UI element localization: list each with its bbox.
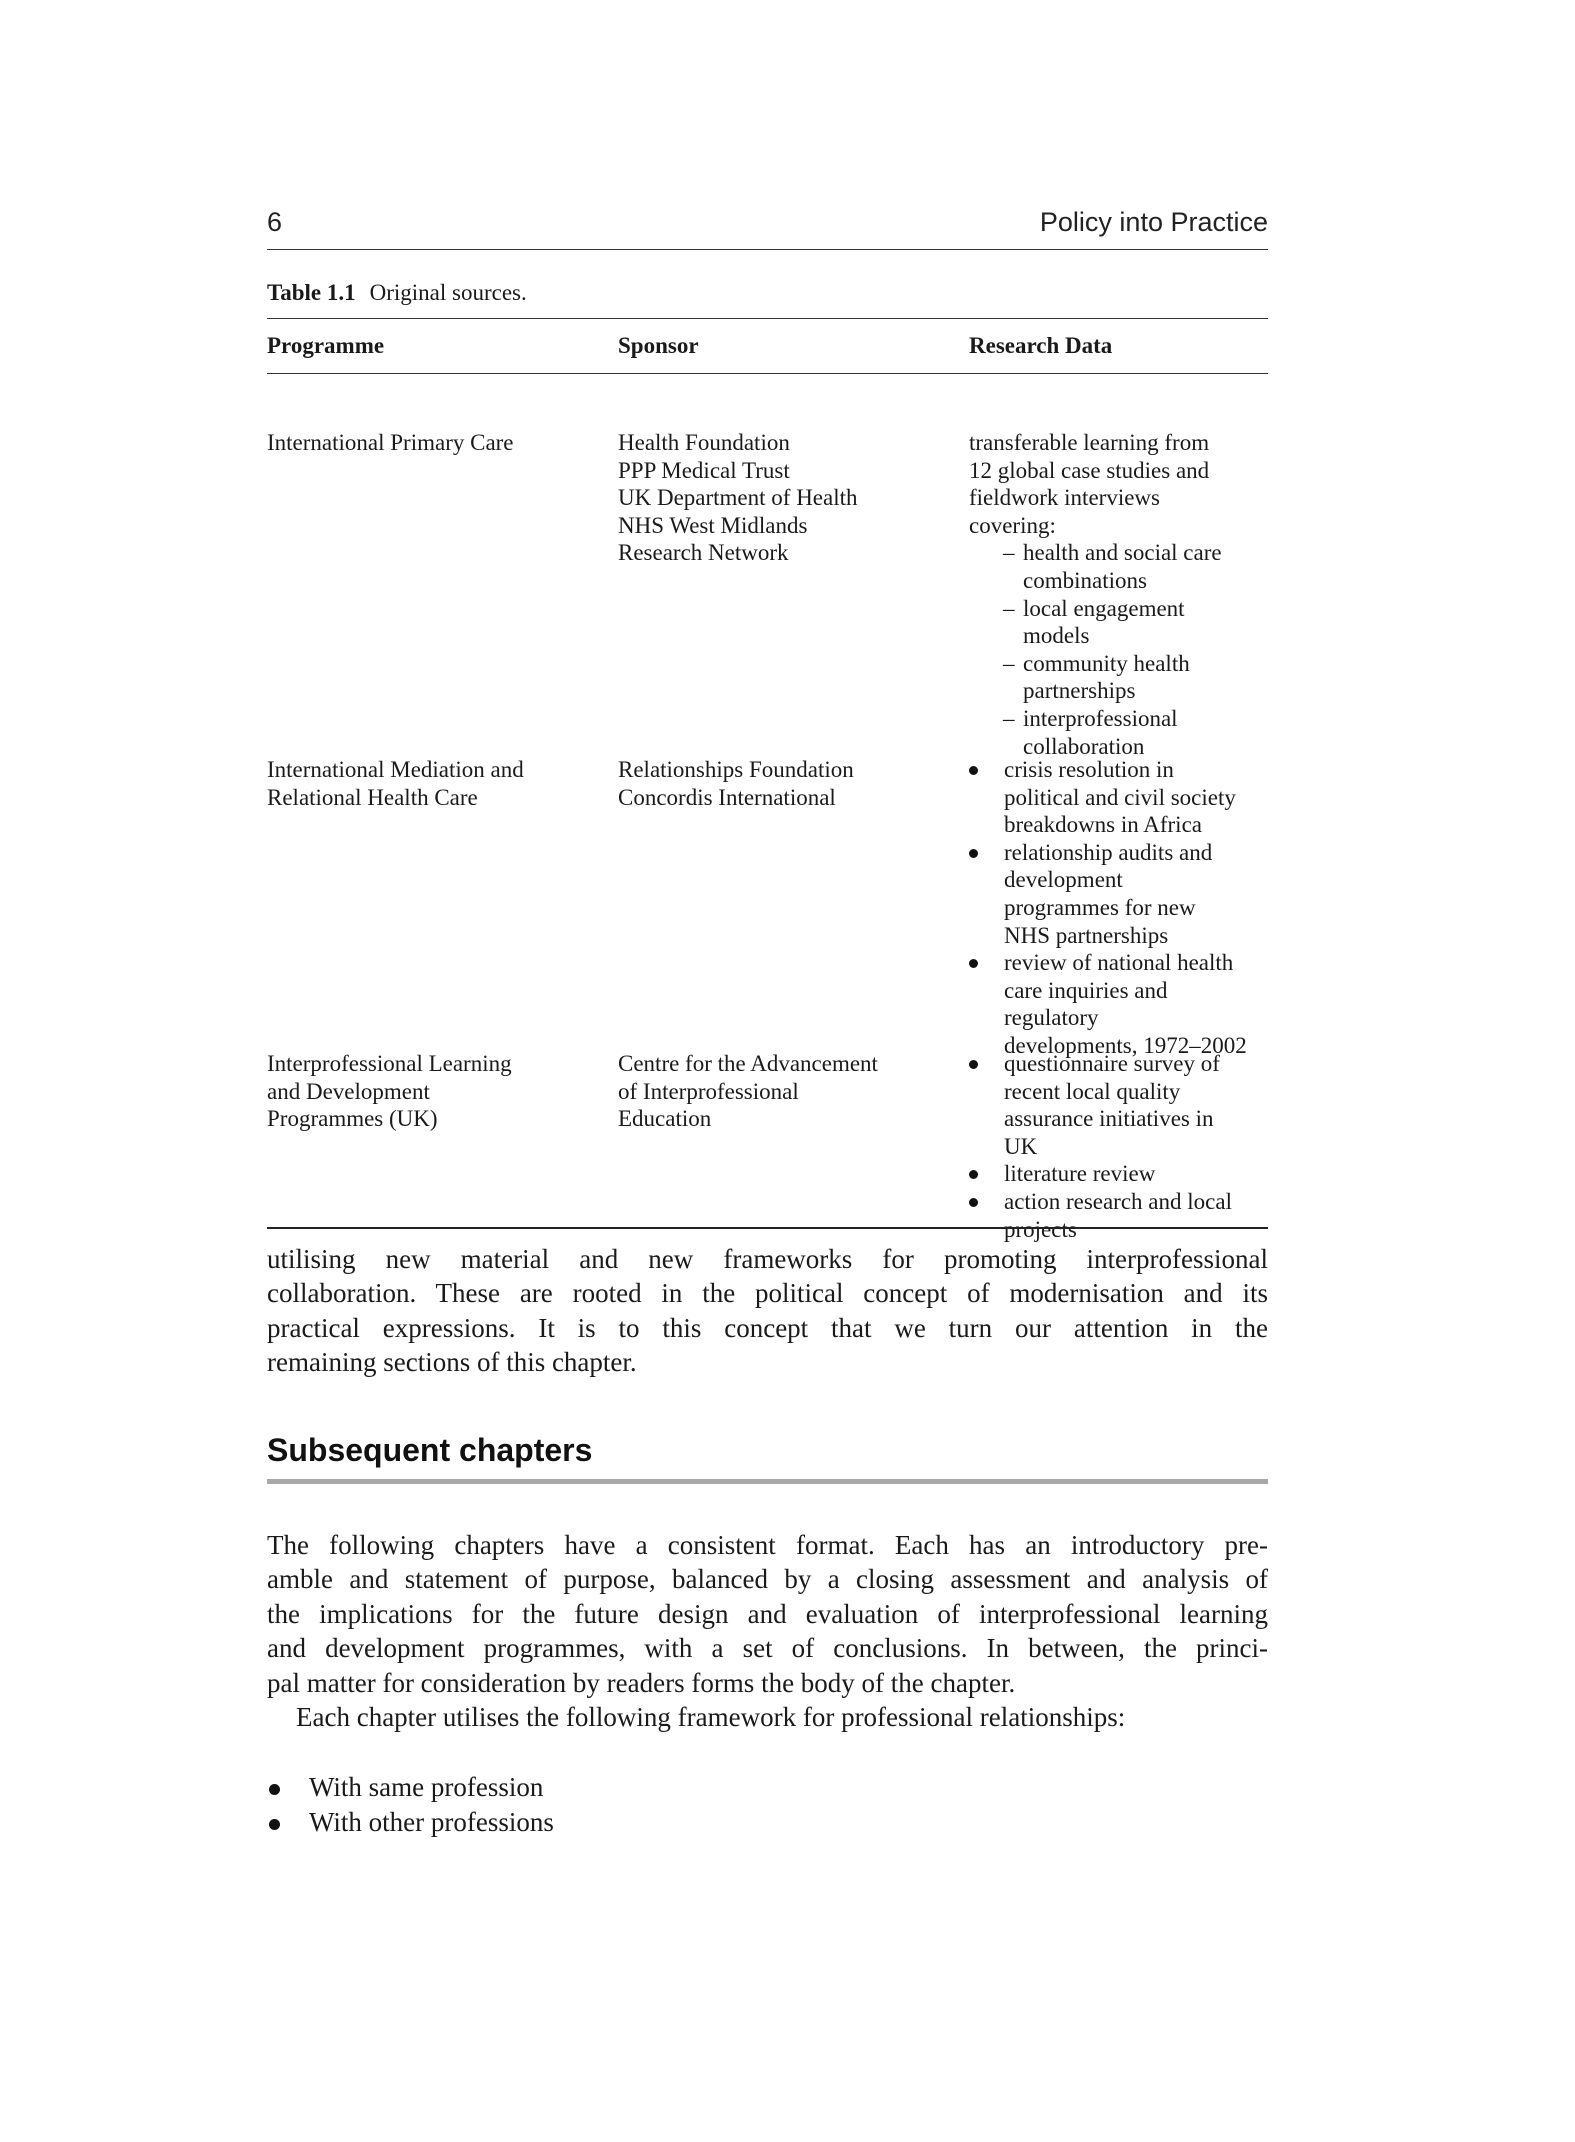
cell-research-data bbox=[969, 429, 1268, 760]
table-header-row bbox=[267, 318, 1268, 374]
page-number: 6 bbox=[267, 207, 283, 237]
text-line: political and civil society bbox=[1004, 784, 1236, 810]
cell-sponsor bbox=[618, 429, 948, 567]
text-line: Centre for the Advancement bbox=[618, 1051, 878, 1076]
bullet-list-item bbox=[969, 839, 1268, 949]
cell-research-data bbox=[969, 1050, 1268, 1243]
table-caption-text: Original sources. bbox=[369, 280, 527, 305]
text-line: programmes for new bbox=[1004, 894, 1196, 920]
sources-table bbox=[267, 318, 1268, 1242]
text-line: relationship audits and bbox=[1004, 839, 1213, 865]
paragraph-line: remaining sections of this chapter. bbox=[267, 1347, 637, 1378]
bullet-icon bbox=[969, 1170, 978, 1179]
text-line: models bbox=[1023, 623, 1090, 649]
text-line: International Mediation and bbox=[267, 757, 524, 782]
text-line: development bbox=[1004, 867, 1123, 893]
list-item bbox=[267, 1805, 554, 1840]
text-line: Health Foundation bbox=[618, 430, 790, 455]
bullet-list-item bbox=[969, 949, 1268, 1059]
dash-marker: – bbox=[1003, 650, 1015, 676]
section-heading: Subsequent chapters bbox=[267, 1432, 593, 1468]
text-line: crisis resolution in bbox=[1004, 757, 1174, 782]
dash-marker: – bbox=[1003, 595, 1015, 621]
text-line: Relational Health Care bbox=[267, 784, 478, 810]
list-item-text: With other professions bbox=[309, 1807, 554, 1837]
bullet-list-item bbox=[969, 1160, 1268, 1188]
paragraph-line: The following chapters have a consistent format. Each has an introductory pre- bbox=[267, 1530, 1268, 1560]
text-line: community health bbox=[1023, 650, 1190, 676]
text-line: care inquiries and bbox=[1004, 977, 1168, 1003]
paragraph-line: collaboration. These are rooted in the political concept of modernisation and its bbox=[267, 1278, 1268, 1309]
text-line: UK bbox=[1004, 1133, 1038, 1159]
text-line: Interprofessional Learning bbox=[267, 1051, 512, 1076]
bullet-icon bbox=[269, 1819, 280, 1830]
dash-list-item bbox=[969, 650, 1268, 705]
cell-sponsor bbox=[618, 756, 948, 811]
paragraph-line: utilising new material and new frameworks for promoting interprofessional bbox=[267, 1244, 1268, 1274]
table-label: Table 1.1 bbox=[267, 280, 356, 305]
cell-sponsor bbox=[618, 1050, 948, 1133]
text-line: developments, 1972–2002 bbox=[1004, 1032, 1247, 1058]
text-line: questionnaire survey of bbox=[1004, 1051, 1220, 1076]
text-line: recent local quality bbox=[1004, 1078, 1181, 1104]
cell-research-data bbox=[969, 756, 1268, 1060]
text-line: health and social care bbox=[1023, 540, 1222, 566]
text-line: 12 global case studies and bbox=[969, 457, 1210, 483]
text-line: projects bbox=[1004, 1216, 1077, 1242]
text-line: partnerships bbox=[1023, 678, 1136, 704]
text-line: UK Department of Health bbox=[618, 485, 858, 511]
text-line: regulatory bbox=[1004, 1005, 1099, 1031]
text-line: International Primary Care bbox=[267, 430, 514, 455]
paragraph-line: amble and statement of purpose, balanced by a closing assessment and analysis of bbox=[267, 1564, 1268, 1595]
bullet-icon bbox=[969, 849, 978, 858]
text-line: NHS West Midlands bbox=[618, 512, 808, 538]
body-paragraph-3: Each chapter utilises the following framework for professional relationships: bbox=[296, 1702, 1126, 1732]
text-line: breakdowns in Africa bbox=[1004, 812, 1202, 838]
text-line: combinations bbox=[1023, 567, 1147, 593]
list-item bbox=[267, 1770, 554, 1805]
bullet-list-item bbox=[969, 756, 1268, 839]
text-line: Education bbox=[618, 1106, 712, 1132]
bullet-icon bbox=[969, 1060, 978, 1069]
text-line: Research Network bbox=[618, 540, 789, 566]
text-line: transferable learning from bbox=[969, 430, 1210, 455]
dash-list-item bbox=[969, 705, 1268, 760]
table-bottom-rule bbox=[267, 1227, 1268, 1229]
dash-marker: – bbox=[1003, 705, 1015, 731]
text-line: Relationships Foundation bbox=[618, 757, 854, 782]
column-header-programme: Programme bbox=[267, 333, 385, 358]
text-line: PPP Medical Trust bbox=[618, 457, 790, 483]
table-row bbox=[267, 429, 1268, 759]
text-line: collaboration bbox=[1023, 733, 1145, 759]
table-caption bbox=[267, 280, 527, 306]
bullet-icon bbox=[969, 766, 978, 775]
cell-programme bbox=[267, 429, 597, 457]
cell-programme bbox=[267, 1050, 597, 1133]
running-title: Policy into Practice bbox=[1039, 207, 1268, 237]
bullet-list-item bbox=[969, 1050, 1268, 1160]
text-line: Concordis International bbox=[618, 784, 836, 810]
list-item-text: With same profession bbox=[309, 1772, 544, 1802]
text-line: review of national health bbox=[1004, 950, 1234, 976]
text-line: action research and local bbox=[1004, 1188, 1232, 1214]
bullet-icon bbox=[269, 1784, 280, 1795]
table-row bbox=[267, 1050, 1268, 1242]
body-paragraph-2 bbox=[267, 1528, 1268, 1700]
table-row bbox=[267, 756, 1268, 1058]
text-line: local engagement bbox=[1023, 595, 1185, 621]
text-line: fieldwork interviews bbox=[969, 485, 1160, 511]
bullet-icon bbox=[969, 1198, 978, 1207]
bullet-list-item bbox=[969, 1188, 1268, 1243]
text-line: covering: bbox=[969, 512, 1056, 538]
paragraph-line: practical expressions. It is to this concept that we turn our attention in the bbox=[267, 1312, 1268, 1343]
dash-list-item bbox=[969, 595, 1268, 650]
body-paragraph-1 bbox=[267, 1242, 1268, 1380]
column-header-research-data: Research Data bbox=[969, 333, 1113, 358]
text-line: NHS partnerships bbox=[1004, 922, 1169, 948]
paragraph-line: the implications for the future design and evaluation of interprofessional learning bbox=[267, 1598, 1268, 1629]
dash-list-item bbox=[969, 539, 1268, 594]
running-head bbox=[267, 203, 1268, 250]
text-line: interprofessional bbox=[1023, 705, 1178, 731]
text-line: literature review bbox=[1004, 1161, 1156, 1187]
text-line: and Development bbox=[267, 1078, 430, 1104]
dash-marker: – bbox=[1003, 540, 1015, 566]
section-heading-rule bbox=[267, 1479, 1268, 1484]
text-line: Programmes (UK) bbox=[267, 1106, 438, 1132]
paragraph-line: pal matter for consideration by readers forms the body of the chapter. bbox=[267, 1667, 1016, 1698]
column-header-sponsor: Sponsor bbox=[618, 333, 699, 358]
cell-programme bbox=[267, 756, 597, 811]
text-line: assurance initiatives in bbox=[1004, 1106, 1214, 1132]
text-line: of Interprofessional bbox=[618, 1078, 799, 1104]
bullet-list bbox=[267, 1770, 554, 1840]
paragraph-line: and development programmes, with a set of conclusions. In between, the princi- bbox=[267, 1633, 1268, 1664]
bullet-icon bbox=[969, 959, 978, 968]
